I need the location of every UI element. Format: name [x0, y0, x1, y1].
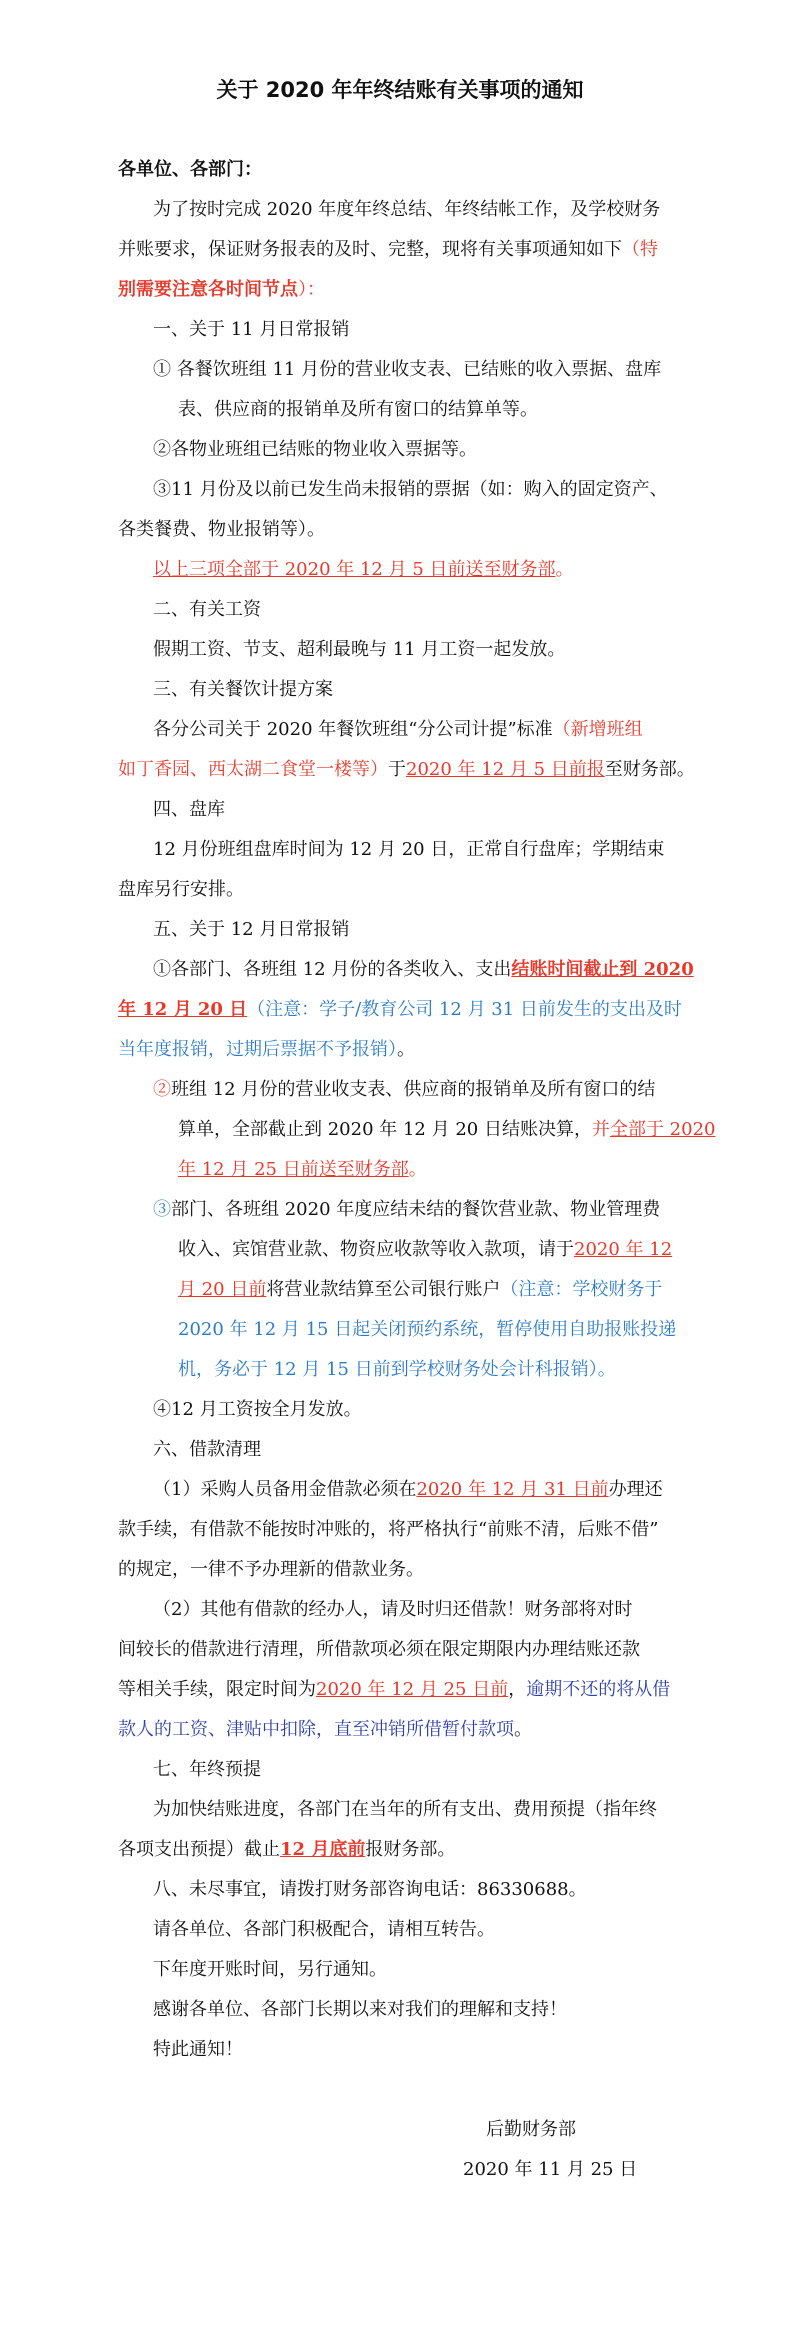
- intro-line-2: 并账要求，保证财务报表的及时、完整，现将有关事项通知如下（特: [118, 239, 658, 260]
- intro-line-3: 别需要注意各时间节点）：: [118, 279, 325, 300]
- closing-line-3: 感谢各单位、各部门长期以来对我们的理解和支持！: [153, 1999, 567, 2020]
- section-5-item-2-line-3: 年 12 月 25 日前送至财务部。: [178, 1159, 427, 1180]
- section-1-item-3-line-2: 各类餐费、物业报销等）。: [118, 519, 325, 540]
- section-6-p1-line-1: （1）采购人员备用金借款必须在2020 年 12 月 31 日前办理还: [153, 1479, 663, 1500]
- section-3-heading: 三、有关餐饮计提方案: [153, 679, 333, 700]
- section-1-item-3-line-1: ③11 月份及以前已发生尚未报销的票据（如：购入的固定资产、: [153, 479, 668, 500]
- section-7-heading: 七、年终预提: [153, 1759, 261, 1780]
- intro-line-1: 为了按时完成 2020 年度年终总结、年终结帐工作，及学校财务: [153, 199, 661, 220]
- section-5-item-1-line-1: ①各部门、各班组 12 月份的各类收入、支出结账时间截止到 2020: [153, 959, 694, 980]
- section-2-heading: 二、有关工资: [153, 599, 261, 620]
- item-2-number: ②: [153, 1079, 171, 1100]
- section-5-item-3-line-1: ③部门、各班组 2020 年度应结未结的餐饮营业款、物业管理费: [153, 1199, 661, 1220]
- section-1-item-1-line-1: ① 各餐饮班组 11 月份的营业收支表、已结账的收入票据、盘库: [153, 359, 662, 380]
- section-6-p1-line-3: 的规定，一律不予办理新的借款业务。: [118, 1559, 424, 1580]
- section-7-line-2: 各项支出预提）截止12 月底前报财务部。: [118, 1839, 456, 1860]
- section-6-p1-line-2: 款手续，有借款不能按时冲账的，将严格执行“前账不清，后账不借”: [118, 1519, 659, 1540]
- closing-line-4: 特此通知！: [153, 2039, 243, 2060]
- section-5-item-2-line-1: ②班组 12 月份的营业收支表、供应商的报销单及所有窗口的结: [153, 1079, 656, 1100]
- section-5-item-1-line-3: 当年度报销，过期后票据不予报销）。: [118, 1039, 415, 1060]
- section-4-line-1: 12 月份班组盘库时间为 12 月 20 日，正常自行盘库；学期结束: [153, 839, 665, 860]
- closing-line-1: 请各单位、各部门积极配合，请相互转告。: [153, 1919, 495, 1940]
- salutation: 各单位、各部门：: [118, 159, 262, 180]
- section-5-item-1-line-2: 年 12 月 20 日（注意：学子/教育公司 12 月 31 日前发生的支出及时: [118, 999, 682, 1020]
- section-6-heading: 六、借款清理: [153, 1439, 261, 1460]
- section-6-p2-line-2: 间较长的借款进行清理，所借款项必须在限定期限内办理结账还款: [118, 1639, 640, 1660]
- section-5-item-3-line-3: 月 20 日前将营业款结算至公司银行账户（注意：学校财务于: [178, 1279, 663, 1300]
- section-3-line-2: 如丁香园、西太湖二食堂一楼等）于2020 年 12 月 5 日前报至财务部。: [118, 759, 695, 780]
- section-4-line-2: 盘库另行安排。: [118, 879, 244, 900]
- section-2-text: 假期工资、节支、超利最晚与 11 月工资一起发放。: [153, 639, 566, 660]
- section-5-heading: 五、关于 12 月日常报销: [153, 919, 350, 940]
- closing-line-2: 下年度开账时间，另行通知。: [153, 1959, 387, 1980]
- section-1-item-2: ②各物业班组已结账的物业收入票据等。: [153, 439, 477, 460]
- section-8-line: 八、未尽事宜，请拨打财务部咨询电话：86330688。: [153, 1879, 587, 1900]
- signature-department: 后勤财务部: [486, 2119, 576, 2140]
- section-1-deadline: 以上三项全部于 2020 年 12 月 5 日前送至财务部。: [153, 559, 574, 580]
- section-6-p2-line-3: 等相关手续，限定时间为2020 年 12 月 25 日前，逾期不还的将从借: [118, 1679, 671, 1700]
- section-1-heading: 一、关于 11 月日常报销: [153, 319, 350, 340]
- section-5-item-2-line-2: 算单，全部截止到 2020 年 12 月 20 日结账决算，并全部于 2020: [178, 1119, 716, 1140]
- section-4-heading: 四、盘库: [153, 799, 225, 820]
- section-3-line-1: 各分公司关于 2020 年餐饮班组“分公司计提”标准（新增班组: [153, 719, 643, 740]
- signature-date: 2020 年 11 月 25 日: [463, 2159, 638, 2180]
- section-5-item-4: ④12 月工资按全月发放。: [153, 1399, 362, 1420]
- section-5-item-3-line-5: 机，务必于 12 月 15 日前到学校财务处会计科报销）。: [178, 1359, 616, 1380]
- section-7-line-1: 为加快结账进度，各部门在当年的所有支出、费用预提（指年终: [153, 1799, 657, 1820]
- section-5-item-3-line-2: 收入、宾馆营业款、物资应收款等收入款项，请于2020 年 12: [178, 1239, 673, 1260]
- section-5-item-3-line-4: 2020 年 12 月 15 日起关闭预约系统，暂停使用自助报账投递: [178, 1319, 677, 1340]
- item-3-number: ③: [153, 1199, 171, 1220]
- section-1-item-1-line-2: 表、供应商的报销单及所有窗口的结算单等。: [178, 399, 538, 420]
- section-6-p2-line-1: （2）其他有借款的经办人，请及时归还借款！财务部将对时: [153, 1599, 633, 1620]
- section-6-p2-line-4: 款人的工资、津贴中扣除，直至冲销所借暂付款项。: [118, 1719, 532, 1740]
- page-title: 关于 2020 年年终结账有关事项的通知: [216, 78, 584, 102]
